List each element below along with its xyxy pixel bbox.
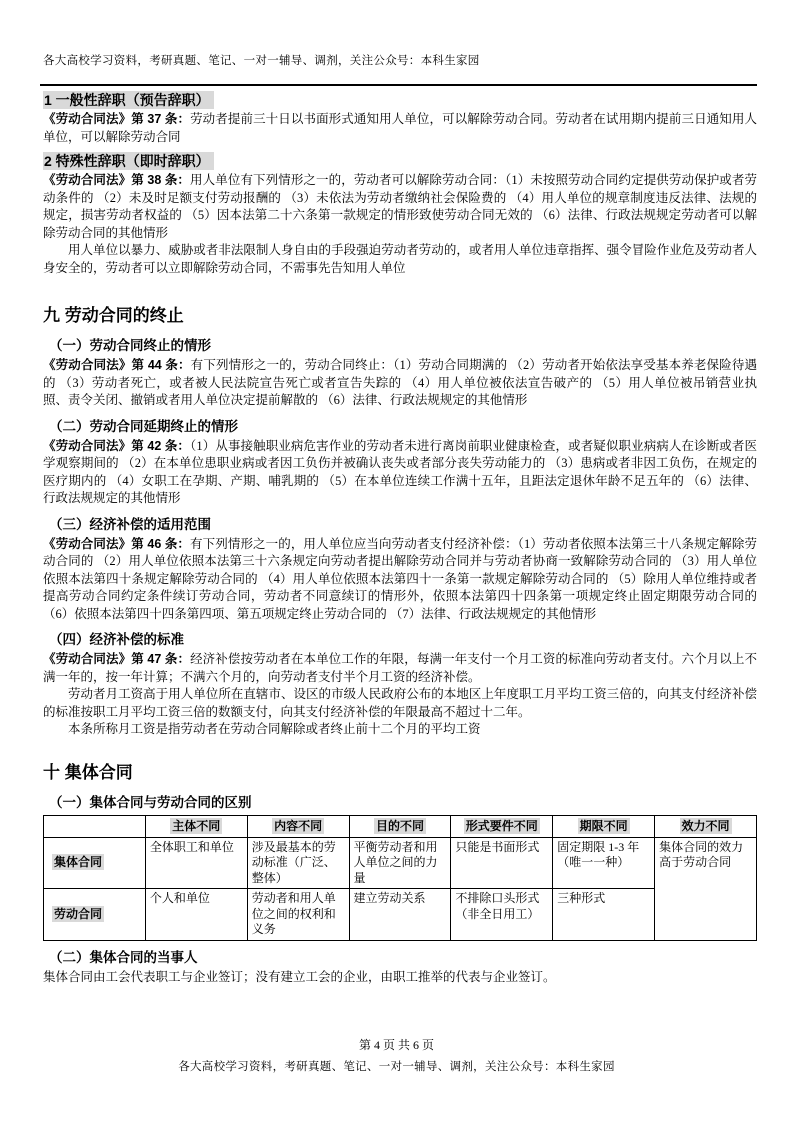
table-row-collective-contract: [44, 837, 757, 889]
article-46-text: 有下列情形之一的，用人单位应当向劳动者支付经济补偿：（1）劳动者依照本法第三十八条规定解除劳动合同的 （2）用人单位依照本法第三十六条规定向劳动者提出解除劳动合同并与劳动者协商一致解除劳动合同的 （3）用人单位依照本法第四十条规定解除劳动合同的 （4）用人单位依照本法第四十一条第一款规定解除劳动合同的 （5）除用人单位维持或者提高劳动合同约定条件续订劳动合同，劳动者不同意续订的情形外，依照本法第四十四条第一项规定终止固定期限劳动合同的 （6）依照本法第四十四条第四项、第五项规定终止劳动合同的 （7）法律、行政法规规定的其他情形: [43, 536, 757, 621]
cell-collective-subject: 全体职工和单位: [145, 837, 247, 889]
table-header-effect: [655, 815, 757, 837]
article-44-text: 有下列情形之一的，劳动合同终止：（1）劳动合同期满的 （2）劳动者开始依法享受基本养老保险待遇的 （3）劳动者死亡，或者被人民法院宣告死亡或者宣告失踪的 （4）用人单位被依法宣告破产的 （5）用人单位被吊销营业执照、责令关闭、撤销或者用人单位决定提前解散的 （6）法律、行政法规规定的其他情形: [43, 358, 757, 407]
chapter-10-sub-1-heading: （一）集体合同与劳动合同的区别: [49, 794, 252, 810]
table-row-labor-contract: [44, 889, 757, 941]
table-header-form-text: 形式要件不同: [465, 818, 538, 833]
cell-effect-merged: 集体合同的效力高于劳动合同: [655, 837, 757, 940]
article-38-label: 《劳动合同法》第 38 条：: [43, 173, 191, 187]
table-header-effect-text: 效力不同: [681, 818, 730, 833]
chapter-10-sub-2-text: 集体合同由工会代表职工与企业签订；没有建立工会的企业，由职工推举的代表与企业签订。: [43, 969, 556, 984]
row-label-collective: [44, 837, 146, 889]
table-header-subject: [145, 815, 247, 837]
header-divider: [40, 84, 757, 86]
section-1-heading-text: 1 一般性辞职（预告辞职）: [43, 91, 214, 109]
article-47-text: 经济补偿按劳动者在本单位工作的年限，每满一年支付一个月工资的标准向劳动者支付。六个月以上不满一年的，按一年计算；不满六个月的，向劳动者支付半个月工资的经济补偿。: [43, 652, 757, 684]
cell-labor-term: 三种形式: [553, 889, 655, 941]
chapter-10-sub-2-heading: （二）集体合同的当事人: [49, 949, 198, 965]
article-46-label: 《劳动合同法》第 46 条：: [43, 536, 191, 551]
table-header-subject-text: 主体不同: [172, 818, 221, 833]
row-label-labor: [44, 889, 146, 941]
table-header-form: [451, 815, 553, 837]
article-46-paragraph: [43, 536, 757, 624]
row-label-labor-text: 劳动合同: [54, 906, 103, 921]
section-1-heading: [43, 90, 757, 110]
article-44-paragraph: [43, 357, 757, 410]
chapter-9-sub-3-heading: （三）经济补偿的适用范围: [49, 516, 211, 532]
chapter-9-sub-2-heading: （二）劳动合同延期终止的情形: [49, 418, 238, 434]
article-44-label: 《劳动合同法》第 44 条：: [43, 358, 191, 372]
table-header-term: [553, 815, 655, 837]
cell-collective-form: 只能是书面形式: [451, 837, 553, 889]
table-header-purpose: [349, 815, 451, 837]
article-47-label: 《劳动合同法》第 47 条：: [43, 652, 191, 666]
article-47-paragraph: [43, 651, 757, 686]
chapter-10-title: 十 集体合同: [43, 762, 133, 782]
cell-collective-content: 涉及最基本的劳动标准（广泛、整体）: [247, 837, 349, 889]
article-38-paragraph-2: 用人单位以暴力、威胁或者非法限制人身自由的手段强迫劳动者劳动的，或者用人单位违章指挥、强令冒险作业危及劳动者人身安全的，劳动者可以立即解除劳动合同，不需事先告知用人单位: [43, 243, 757, 275]
section-2-heading: [43, 151, 757, 171]
article-37-paragraph: [43, 111, 757, 146]
article-42-text: （1）从事接触职业病危害作业的劳动者未进行离岗前职业健康检查，或者疑似职业病病人在诊断或者医学观察期间的 （2）在本单位患职业病或者因工负伤并被确认丧失或者部分丧失劳动能力的 （3）患病或者非因工负伤，在规定的医疗期内的 （4）女职工在孕期、产期、哺乳期的 （5）在本单位连续工作满十五年，且距法定退休年龄不足五年的 （6）法律、行政法规规定的其他情形: [43, 438, 757, 505]
cell-collective-purpose: 平衡劳动者和用人单位之间的力量: [349, 837, 451, 889]
chapter-9-sub-4-heading: （四）经济补偿的标准: [49, 632, 184, 647]
collective-vs-labor-contract-table: [43, 815, 757, 941]
section-2-heading-text: 2 特殊性辞职（即时辞职）: [43, 152, 214, 170]
article-38-text: 用人单位有下列情形之一的，劳动者可以解除劳动合同：（1）未按照劳动合同约定提供劳动保护或者劳动条件的 （2）未及时足额支付劳动报酬的 （3）未依法为劳动者缴纳社会保险费的 （4）用人单位的规章制度违反法律、法规的规定，损害劳动者权益的 （5）因本法第二十六条第一款规定的情形致使劳动合同无效的 （6）法律、行政法规规定劳动者可以解除劳动合同的其他情形: [43, 173, 757, 240]
table-header-content-text: 内容不同: [274, 818, 323, 833]
table-header-content: [247, 815, 349, 837]
article-37-label: 《劳动合同法》第 37 条：: [43, 112, 191, 126]
footer-note: 各大高校学习资料，考研真题、笔记、一对一辅导、调剂，关注公众号：本科生家园: [178, 1061, 615, 1073]
chapter-9-title: 九 劳动合同的终止: [43, 306, 184, 325]
cell-labor-subject: 个人和单位: [145, 889, 247, 941]
table-header-term-text: 期限不同: [579, 818, 628, 833]
row-label-collective-text: 集体合同: [54, 855, 103, 869]
cell-labor-content: 劳动者和用人单位之间的权利和义务: [247, 889, 349, 941]
chapter-9-sub-1-heading: （一）劳动合同终止的情形: [49, 338, 211, 353]
table-header-empty: [44, 815, 146, 837]
article-38-paragraph: [43, 172, 757, 242]
page-footer: [0, 1037, 793, 1075]
article-47-paragraph-3: 本条所称月工资是指劳动者在劳动合同解除或者终止前十二个月的平均工资: [68, 722, 481, 736]
header-note: 各大高校学习资料，考研真题、笔记、一对一辅导、调剂，关注公众号：本科生家园: [43, 55, 480, 67]
article-42-label: 《劳动合同法》第 42 条：: [43, 438, 191, 453]
cell-collective-term: 固定期限 1-3 年（唯一一种）: [553, 837, 655, 889]
cell-labor-form: 不排除口头形式（非全日用工）: [451, 889, 553, 941]
page-content: [43, 90, 757, 986]
table-header-row: [44, 815, 757, 837]
article-37-text: 劳动者提前三十日以书面形式通知用人单位，可以解除劳动合同。劳动者在试用期内提前三日通知用人单位，可以解除劳动合同: [43, 112, 757, 144]
article-47-paragraph-2: 劳动者月工资高于用人单位所在直辖市、设区的市级人民政府公布的本地区上年度职工月平均工资三倍的，向其支付经济补偿的标准按职工月平均工资三倍的数额支付，向其支付经济补偿的年限最高不超过十二年。: [43, 687, 757, 719]
table-header-purpose-text: 目的不同: [375, 818, 424, 833]
article-42-paragraph: [43, 438, 757, 508]
page-number: 第 4 页 共 6 页: [358, 1038, 434, 1052]
cell-labor-purpose: 建立劳动关系: [349, 889, 451, 941]
